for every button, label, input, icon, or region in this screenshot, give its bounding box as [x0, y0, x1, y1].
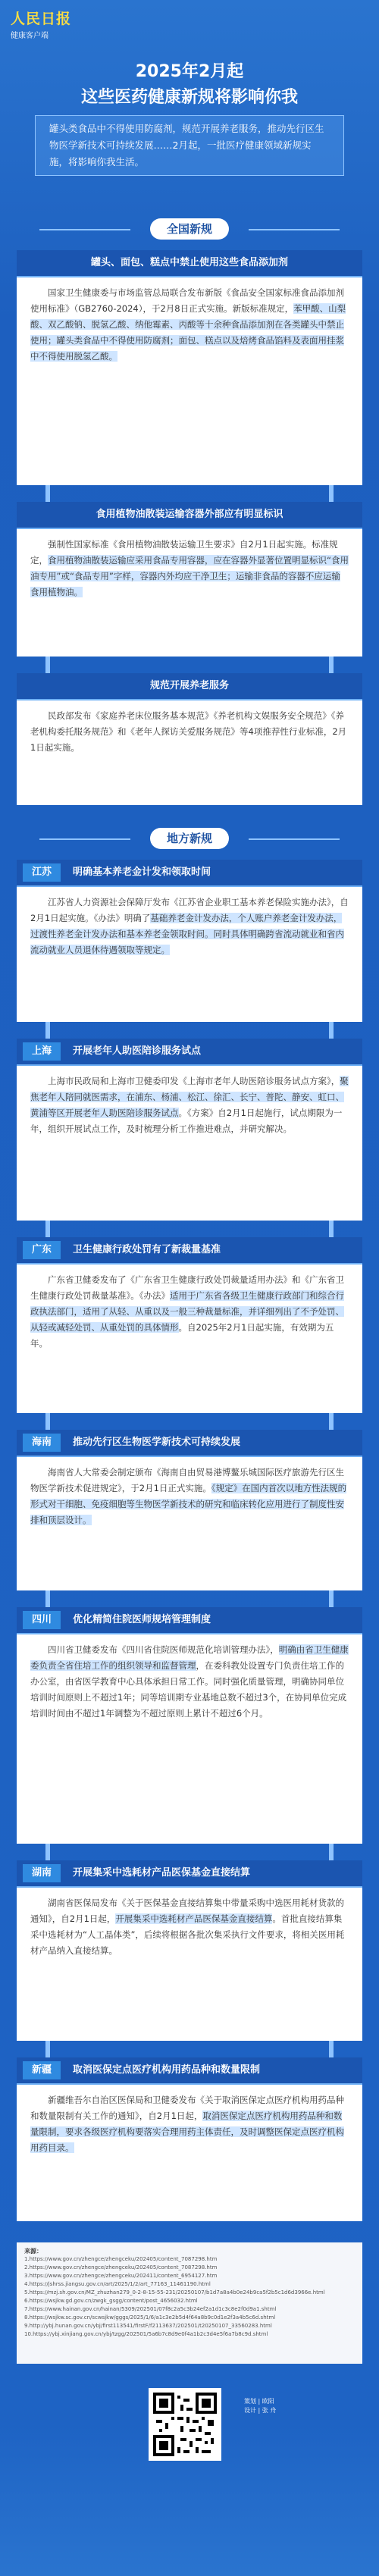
credit-planner: 策划 | 欧阳 — [244, 2398, 274, 2405]
connector — [329, 2041, 334, 2057]
body-text: 湖南省医保局发布《关于医保基金直接结算集中带量采购中选医用耗材货款的通知》，自2月1日起， — [30, 1898, 344, 1924]
connector — [329, 1413, 334, 1430]
page-title — [0, 59, 379, 111]
card-header — [17, 860, 362, 887]
connector — [45, 1413, 50, 1430]
card-body — [17, 529, 362, 610]
heading-divider-left — [39, 229, 130, 230]
card-body — [17, 277, 362, 374]
sources-box — [17, 2242, 362, 2364]
highlighted-text: 食用植物油散装运输应采用食品专用容器，应在容器外显著位置明显标识“食用油专用”或“食品专用”字样，容器内外均应干净卫生；运输非食品的容器不应运输食用植物油。 — [30, 555, 349, 597]
card-title: 优化精简住院医师规培管理制度 — [73, 1614, 211, 1625]
connector — [329, 1022, 334, 1039]
card-header — [17, 1430, 362, 1457]
national-section-heading — [0, 218, 379, 241]
highlighted-text: 苯甲酸、山梨酸、双乙酸钠、脱氢乙酸、纳他霉素、丙酸等十余种食品添加剂在各类罐头中禁止使用；罐头类食品中不得使用防腐剂；面包、糕点以及焙烤食品馅料及表面用挂浆中不得使用脱氢乙酸。 — [30, 303, 346, 362]
source-link[interactable]: 2.https://www.gov.cn/zhengce/zhengceku/202405/content_7087298.htm — [24, 2264, 218, 2270]
card-title: 规范开展养老服务 — [17, 673, 362, 700]
card-body — [17, 1634, 362, 1731]
highlighted-text: 适用于广东省各级卫生健康行政部门和综合行政执法部门，适用了从轻、从重以及一般三种裁量标准，并详细列出了不予处罚、从轻或减轻处罚、从重处罚的具体情形 — [30, 1290, 344, 1333]
highlighted-text: 明确由省卫生健康委负责全省住培工作的组织领导和监督管理 — [30, 1644, 349, 1671]
card-header — [17, 1237, 362, 1264]
connector — [329, 485, 334, 502]
card-body — [17, 1264, 362, 1361]
card-title: 取消医保定点医疗机构用药品种和数量限制 — [73, 2064, 261, 2076]
credit-designer: 设计 | 张 舟 — [244, 2407, 277, 2414]
body-text: 国家卫生健康委与市场监管总局联合发布新版《食品安全国家标准食品添加剂使用标准》（GB2760-2024），于2月8日正式实施。新版标准规定， — [30, 287, 344, 314]
local-heading-label: 地方新规 — [150, 828, 229, 849]
connector — [329, 1221, 334, 1237]
body-text: 新疆维吾尔自治区医保局和卫健委发布《关于取消医保定点医疗机构用药品种和数量限制有关工作的通知》，自2月1日起， — [30, 2095, 344, 2121]
card-body — [17, 1888, 362, 1968]
local-card-hainan — [17, 1430, 362, 1590]
heading-divider-right — [249, 838, 340, 840]
body-text: 四川省卫健委发布《四川省住院医师规范化培训管理办法》， — [48, 1644, 279, 1655]
card-title: 明确基本养老金计发和领取时间 — [73, 867, 211, 878]
connector — [45, 1022, 50, 1039]
body-text: 上海市民政局和上海市卫健委印发《上海市老年人助医陪诊服务试点方案》， — [48, 1076, 340, 1086]
body-text: 。《方案》自2月1日起施行，试点期限为一年，组织开展试点工作，及时梳理分析工作推进难点，并研究解决。 — [30, 1108, 343, 1134]
region-tag: 江苏 — [23, 863, 61, 882]
connector — [329, 1590, 334, 1607]
card-title: 卫生健康行政处罚有了新裁量基准 — [73, 1244, 221, 1255]
source-link[interactable]: 6.https://wsjkw.gd.gov.cn/zwgk_gsgg/content/post_4656032.html — [24, 2298, 198, 2304]
local-card-shanghai — [17, 1039, 362, 1221]
connector — [45, 657, 50, 673]
title-line-1: 2025年2月起 — [135, 62, 244, 81]
highlighted-text: 《规定》在国内首次以地方性法规的形式对干细胞、免疫细胞等生物医学新技术的研究和临床转化应用进行了制度性安排和顶层设计。 — [30, 1483, 347, 1525]
card-header — [17, 2057, 362, 2085]
highlighted-text: 取消医保定点医疗机构用药品种和数量限制，要求各级医疗机构要落实合理用药主体责任，及时调整医保定点医疗机构用药目录。 — [30, 2111, 344, 2153]
region-tag: 湖南 — [23, 1864, 61, 1882]
heading-divider-right — [249, 229, 340, 230]
national-card-food-additives — [17, 250, 362, 485]
connector — [45, 485, 50, 502]
body-text: 民政部发布《家庭养老床位服务基本规范》《养老机构文娱服务安全规范》《养老机构委托服务规范》和《老年人探访关爱服务规范》等4项推荐性行业标准，2月1日起实施。 — [30, 710, 347, 753]
source-link[interactable]: 10.https://ybj.xinjiang.gov.cn/ybj/tzgg/202501/5a6b7c8d9e0f4a1b2c3d4e5f6a7b8c9d.shtml — [24, 2331, 268, 2337]
national-card-elderly-care — [17, 673, 362, 805]
connector — [45, 1844, 50, 1860]
source-link[interactable]: 7.https://www.hainan.gov.cn/hainan/5309/202501/07f8c2a5c3b24ef2a1d1c3c8e2f0d9a1.shtml — [24, 2306, 277, 2312]
app-logo — [11, 8, 71, 40]
national-heading-label: 全国新规 — [150, 218, 229, 240]
connector — [329, 657, 334, 673]
card-header — [17, 1860, 362, 1888]
connector — [45, 1221, 50, 1237]
body-text: 广东省卫健委发布了《广东省卫生健康行政处罚裁量适用办法》和《广东省卫生健康行政处罚裁量基准》。《办法》 — [30, 1274, 344, 1301]
region-tag: 上海 — [23, 1042, 61, 1061]
sources-label: 来源： — [24, 2248, 42, 2255]
body-text: 江苏省人力资源社会保障厅发布《江苏省企业职工基本养老保险实施办法》，自2月1日起实施。《办法》明确了 — [30, 897, 349, 923]
card-header — [17, 1039, 362, 1066]
heading-divider-left — [39, 838, 130, 840]
logo-brand: 人民日报 — [11, 11, 72, 27]
source-link[interactable]: 9.http://ybj.hunan.gov.cn/ybj/first113541/firstF/f2113637/202501/t20250107_33560283.html — [24, 2323, 272, 2329]
body-text: 。自2025年2月1日起实施，有效期为五年。 — [30, 1322, 334, 1349]
logo-subtitle: 健康客户端 — [11, 32, 49, 40]
source-link[interactable]: 8.https://wsjkw.sc.gov.cn/scwsjkw/gggs/2025/1/6/a1c3e2b5d4f64a8b9c0d1e2f3a4b5c6d.shtml — [24, 2314, 276, 2321]
card-title: 开展老年人助医陪诊服务试点 — [73, 1045, 202, 1057]
card-body — [17, 1066, 362, 1146]
body-text: 。首批直接结算集采中选耗材为“人工晶体类”，后续将根据各批次集采执行文件要求，将相关医用耗材产品纳入直接结算。 — [30, 1913, 345, 1956]
local-section-heading — [0, 828, 379, 851]
body-text: 海南省人大常委会制定颁布《海南自由贸易港博鳌乐城国际医疗旅游先行区生物医学新技术促进规定》，于2月1日正式实施。 — [30, 1467, 344, 1493]
connector — [45, 2041, 50, 2057]
region-tag: 海南 — [23, 1434, 61, 1452]
region-tag: 新疆 — [23, 2061, 61, 2079]
qr-code — [149, 2388, 221, 2461]
intro-text: 罐头类食品中不得使用防腐剂，规范开展养老服务，推动先行区生物医学新技术可持续发展……2月起，一批医疗健康领域新规实施，将影响你我生活。 — [35, 115, 344, 176]
card-body — [17, 1457, 362, 1537]
highlighted-text: 开展集采中选耗材产品医保基金直接结算 — [115, 1913, 273, 1924]
national-card-edible-oil — [17, 502, 362, 657]
body-text: ，在委科教处设置专门负责住培工作的办公室，由省医学教育中心具体承担日常工作。同时强化质量管理，明确协同单位培训时间原则上不超过1年；同等培训期专业基地总数不超过3个，在协同单位完成培训时间由不超过1年调整为不超过原则上累计不超过6个月。 — [30, 1660, 347, 1719]
card-title: 罐头、面包、糕点中禁止使用这些食品添加剂 — [17, 250, 362, 277]
credits — [244, 2397, 276, 2415]
local-card-jiangsu — [17, 860, 362, 1022]
region-tag: 广东 — [23, 1241, 61, 1259]
source-link[interactable]: 1.https://www.gov.cn/zhengce/zhengceku/202405/content_7087298.htm — [24, 2256, 218, 2262]
card-title: 推动先行区生物医学新技术可持续发展 — [73, 1437, 241, 1448]
card-title: 食用植物油散装运输容器外部应有明显标识 — [17, 502, 362, 529]
source-link[interactable]: 4.https://jshrss.jiangsu.gov.cn/art/2025/1/2/art_77163_11461190.html — [24, 2281, 211, 2287]
highlighted-text: 聚焦老年人陪同就医需求，在浦东、杨浦、松江、徐汇、长宁、普陀、静安、虹口、黄浦等区开展老年人助医陪诊服务试点 — [30, 1076, 349, 1118]
local-card-hunan — [17, 1860, 362, 2041]
card-title: 开展集采中选耗材产品医保基金直接结算 — [73, 1867, 251, 1879]
title-line-2: 这些医药健康新规将影响你我 — [80, 88, 298, 107]
local-card-xinjiang — [17, 2057, 362, 2221]
qr-code-icon — [153, 2393, 217, 2456]
connector — [45, 1590, 50, 1607]
local-card-guangdong — [17, 1237, 362, 1413]
connector — [329, 1844, 334, 1860]
card-body — [17, 2085, 362, 2165]
source-link[interactable]: 5.https://mzj.sh.gov.cn/MZ_zhuzhan279_0-2-8-15-55-231/20250107/b1d7a8a4b0e24b9ca5f2b5c1d6d3966e.html — [24, 2289, 325, 2296]
body-text: 强制性国家标准《食用植物油散装运输卫生要求》自2月1日起实施。标准规定， — [30, 539, 338, 566]
highlighted-text: 基础养老金计发办法，个人账户养老金计发办法，过渡性养老金计发办法和基本养老金领取时间。同时具体明确跨省流动就业和省内流动就业人员退休待遇领取等规定。 — [30, 913, 344, 955]
card-body — [17, 700, 362, 765]
local-card-sichuan — [17, 1607, 362, 1844]
card-body — [17, 887, 362, 967]
source-link[interactable]: 3.https://www.gov.cn/zhengce/zhengceku/202411/content_6954127.htm — [24, 2273, 218, 2279]
card-header — [17, 1607, 362, 1634]
region-tag: 四川 — [23, 1611, 61, 1629]
